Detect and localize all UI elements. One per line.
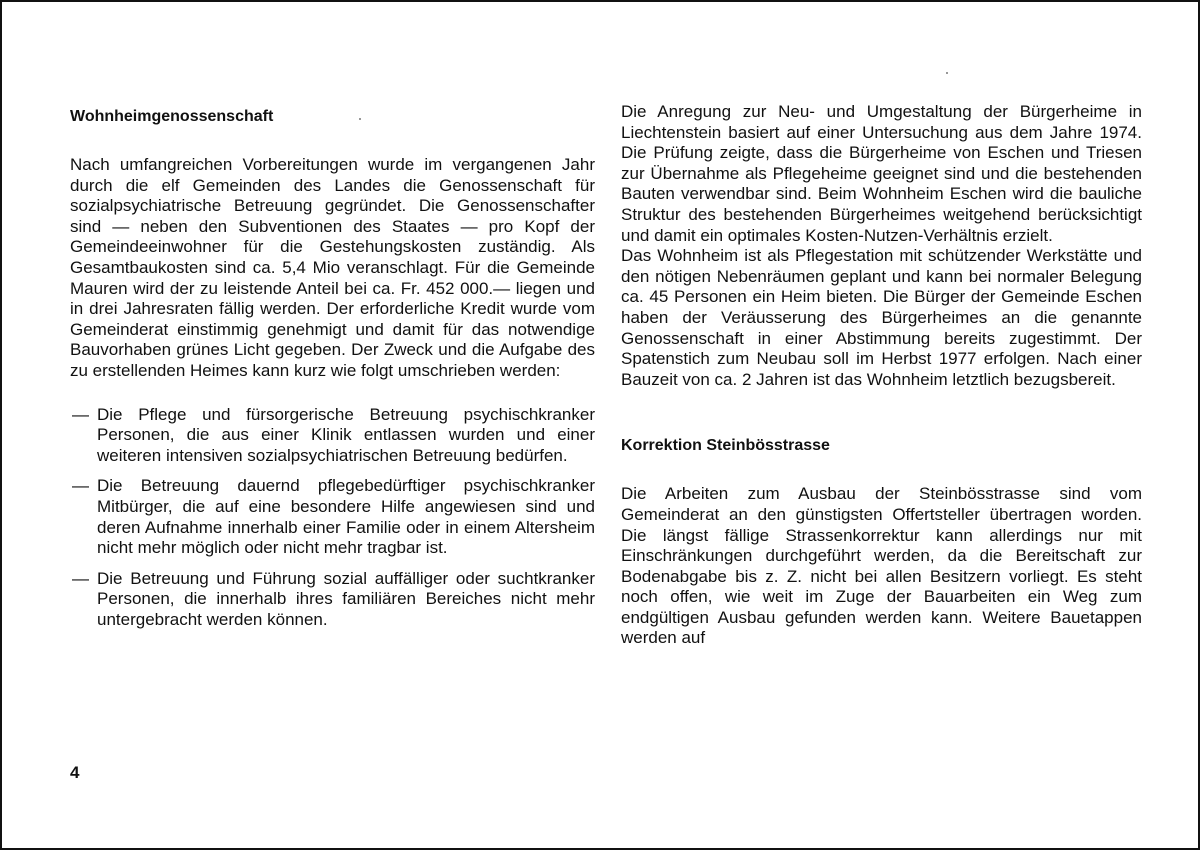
- list-item-text: Die Betreuung dauernd pflegebedürftiger psychischkranker Mitbürger, die auf eine besondere Hilfe angewiesen sind und deren Aufnahme innerhalb einer Familie oder in einem Altersheim nicht mehr möglich oder nicht mehr tragbar ist.: [97, 476, 595, 558]
- list-item: [70, 405, 595, 467]
- left-column: [70, 102, 595, 640]
- intro-paragraph: Nach umfangreichen Vorbereitungen wurde im vergangenen Jahr durch die elf Gemeinden des Landes die Genossenschaft für sozialpsychiatrische Betreuung gegründet. Die Genossenschafter sind — neben den Subventionen des Staates — pro Kopf der Gemeindeeinwohner für die Gestehungskosten zuständig. Als Gesamtbaukosten sind ca. 5,4 Mio veranschlagt. Für die Gemeinde Mauren wird der zu leistende Anteil bei ca. Fr. 452 000.— liegen und in drei Jahresraten fällig werden. Der erforderliche Kredit wurde vom Gemeinderat einstimmig genehmigt und damit für das notwendige Bauvorhaben grünes Licht gegeben. Der Zweck und die Aufgabe des zu erstellenden Heimes kann kurz wie folgt umschrieben werden:: [70, 155, 595, 380]
- dash-marker: —: [72, 404, 89, 424]
- scan-speck: [946, 72, 948, 74]
- list-item: [70, 569, 595, 631]
- section-heading-steinboesstrasse: Korrektion Steinbösstrasse: [621, 437, 830, 455]
- dash-marker: —: [72, 476, 89, 496]
- list-item-text: Die Betreuung und Führung sozial auffälliger oder suchtkranker Personen, die innerhalb ihres familiären Bereiches nicht mehr untergebracht werden können.: [97, 568, 595, 629]
- paragraph-steinboesstrasse: Die Arbeiten zum Ausbau der Steinbösstrasse sind vom Gemeinderat an den günstigsten Offertsteller übertragen worden. Die längst fällige Strassenkorrektur kann allerdings nur mit Einschränkungen durchgeführt werden, da die Bereitschaft zur Bodenabgabe bis z. Z. nicht bei allen Besitzern vorliegt. Es steht noch offen, wie weit im Zuge der Bauarbeiten ein Weg zum endgültigen Ausbau gefunden werden kann. Weitere Bauetappen werden auf: [621, 484, 1142, 648]
- page-number: 4: [70, 763, 80, 782]
- scan-speck: [359, 118, 361, 120]
- paragraph-wohnheim: Das Wohnheim ist als Pflegestation mit schützender Werkstätte und den nötigen Nebenräumen geplant und kann bei normaler Belegung ca. 45 Personen ein Heim bieten. Die Bürger der Gemeinde Eschen haben der Veräusserung des Bürgerheimes an die genannte Genossenschaft in einer Abstimmung bereits zugestimmt. Der Spatenstich zum Neubau soll im Herbst 1977 erfolgen. Nach einer Bauzeit von ca. 2 Jahren ist das Wohnheim letztlich bezugsbereit.: [621, 246, 1142, 389]
- right-column: [621, 102, 1142, 649]
- list-item-text: Die Pflege und fürsorgerische Betreuung psychischkranker Personen, die aus einer Klinik entlassen wurden und einer weiteren intensiven sozialpsychiatrischen Betreuung bedürfen.: [97, 404, 595, 465]
- purpose-list: [70, 405, 595, 631]
- list-item: [70, 476, 595, 558]
- section-heading-wohnheim: Wohnheimgenossenschaft: [70, 108, 274, 125]
- dash-marker: —: [72, 568, 89, 588]
- paragraph-buergerheime: Die Anregung zur Neu- und Umgestaltung der Bürgerheime in Liechtenstein basiert auf einer Untersuchung aus dem Jahre 1974. Die Prüfung zeigte, dass die Bürgerheime von Eschen und Triesen zur Übernahme als Pflegeheime geeignet sind und die bestehenden Bauten verwendbar sind. Beim Wohnheim Eschen wird die bauliche Struktur des bestehenden Bürgerheimes weitgehend berücksichtigt und damit ein optimales Kosten-Nutzen-Verhältnis erzielt.: [621, 102, 1142, 245]
